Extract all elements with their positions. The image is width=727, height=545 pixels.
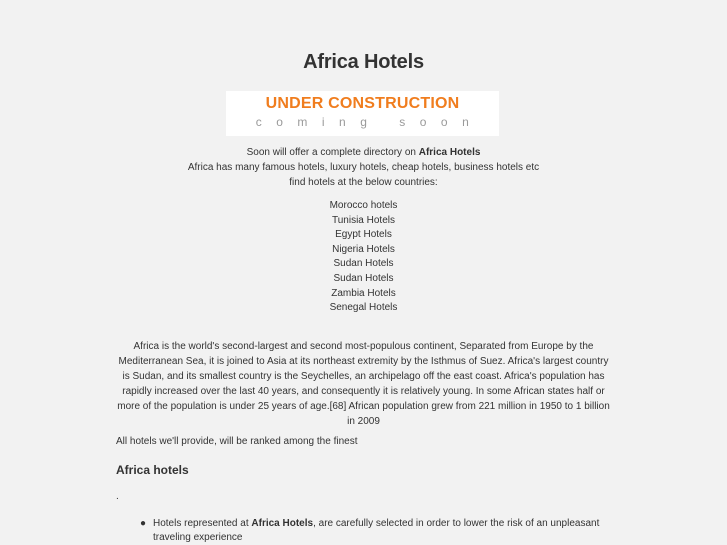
section-heading: Africa hotels bbox=[116, 463, 189, 477]
banner-main-text: UNDER CONSTRUCTION bbox=[265, 95, 460, 112]
country-link-nigeria[interactable]: Nigeria Hotels bbox=[332, 243, 395, 255]
site-title: Africa Hotels bbox=[303, 51, 424, 73]
country-list bbox=[0, 199, 727, 316]
country-link-sudan-1[interactable]: Sudan Hotels bbox=[333, 258, 394, 270]
list-item-bold: Africa Hotels bbox=[251, 518, 314, 529]
about-africa-paragraph: Africa is the world's second-largest and second most-populous continent, Separated from Europe by the Mediterranean Sea, it is joined to Asia at its northeast extremity by the Isthmus of Suez. Africa's largest country is Sudan, and its smallest country is the Seychelles, an archipelago off the east coast. Africa's population has rapidly increased over the last 40 years, and consequently it is relatively young. In some African states half or more of the population is under 25 years of age.[68] African population grew from 221 million in 1950 to 1 billion in 2009 bbox=[117, 341, 610, 427]
country-link-morocco[interactable]: Morocco hotels bbox=[329, 200, 398, 211]
finest-statement: All hotels we'll provide, will be ranked among the finest bbox=[116, 436, 358, 447]
country-link-tunisia[interactable]: Tunisia Hotels bbox=[332, 214, 395, 226]
intro-text bbox=[0, 145, 727, 190]
section-dot: . bbox=[116, 491, 119, 502]
intro-line-1 bbox=[0, 145, 727, 160]
intro-line-1-prefix: Soon will offer a complete directory on bbox=[246, 147, 419, 158]
intro-line-2: Africa has many famous hotels, luxury hotels, cheap hotels, business hotels etc bbox=[187, 162, 540, 173]
country-link-senegal[interactable]: Senegal Hotels bbox=[329, 302, 398, 314]
feature-list bbox=[116, 517, 611, 545]
list-item-suffix: , are carefully selected in order to lower the risk of an unpleasant traveling experience bbox=[153, 518, 600, 543]
under-construction-banner bbox=[226, 91, 499, 136]
list-item bbox=[116, 517, 611, 545]
country-link-sudan-2[interactable]: Sudan Hotels bbox=[333, 272, 394, 284]
list-item-prefix: Hotels represented at bbox=[153, 518, 252, 529]
country-link-zambia[interactable]: Zambia Hotels bbox=[331, 287, 396, 299]
banner-sub-text: coming soon bbox=[255, 115, 484, 129]
country-link-egypt[interactable]: Egypt Hotels bbox=[335, 229, 392, 241]
intro-line-3: find hotels at the below countries: bbox=[289, 177, 438, 188]
bullet-icon: ● bbox=[140, 518, 147, 529]
intro-line-1-bold: Africa Hotels bbox=[418, 147, 481, 158]
